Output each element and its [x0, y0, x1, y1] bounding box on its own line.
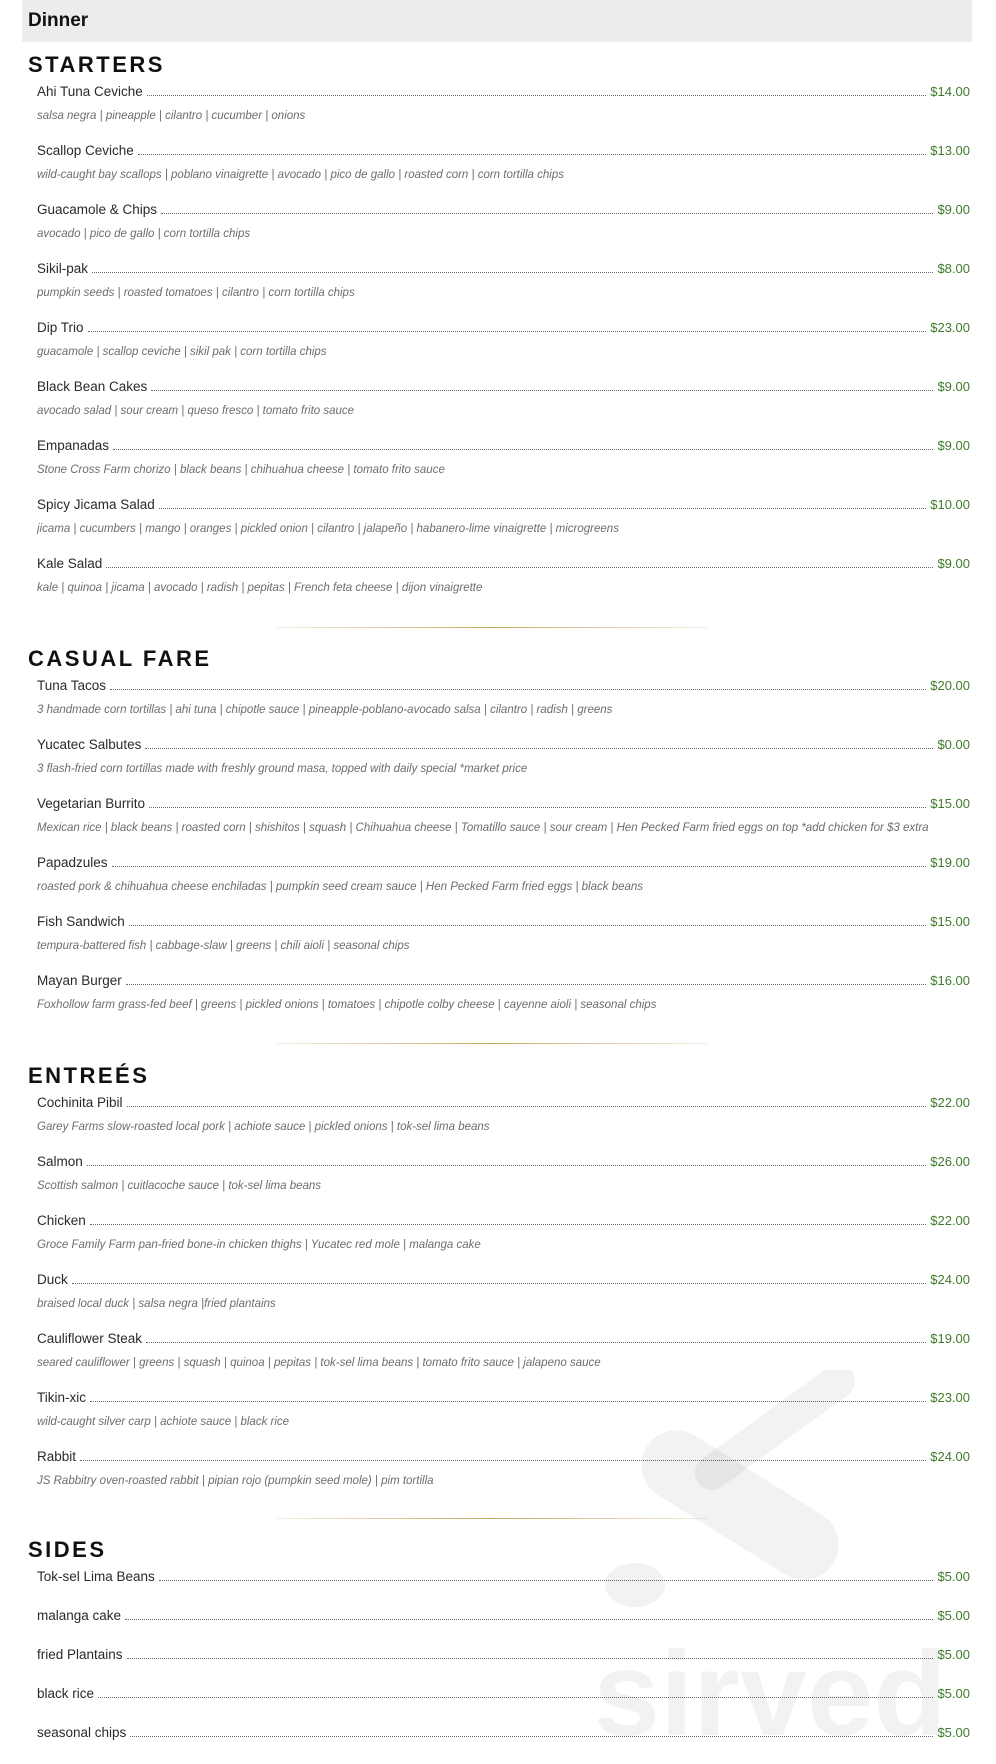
item-price: $9.00 [937, 379, 970, 394]
menu-item [37, 261, 970, 320]
item-description: avocado salad | sour cream | queso fresco | tomato frito sauce [37, 405, 355, 417]
item-price: $5.00 [937, 1569, 970, 1584]
item-name: Chicken [37, 1213, 86, 1228]
menu-item [37, 1608, 970, 1647]
section-title: CASUAL FARE [28, 646, 212, 671]
menu-item [37, 497, 970, 556]
item-description: Scottish salmon | cuitlacoche sauce | tok-sel lima beans [37, 1180, 322, 1192]
item-price: $5.00 [937, 1686, 970, 1701]
menu-item [37, 855, 970, 914]
item-price: $19.00 [930, 855, 970, 870]
item-price: $5.00 [937, 1608, 970, 1623]
menu-item [37, 1390, 970, 1449]
item-name: seasonal chips [37, 1725, 127, 1740]
item-description: 3 handmade corn tortillas | ahi tuna | chipotle sauce | pineapple-poblano-avocado salsa | cilantro | radish | greens [37, 704, 613, 716]
menu-item [37, 1095, 970, 1154]
menu-item [37, 84, 970, 143]
item-name: Vegetarian Burrito [37, 796, 146, 811]
item-description: 3 flash-fried corn tortillas made with freshly ground masa, topped with daily special *market price [37, 763, 528, 775]
item-price: $15.00 [930, 796, 970, 811]
item-description: Foxhollow farm grass-fed beef | greens | pickled onions | tomatoes | chipotle colby cheese | cayenne aioli | seasonal chips [37, 999, 657, 1011]
item-price: $24.00 [930, 1449, 970, 1464]
section-title: ENTREÉS [28, 1063, 150, 1088]
menu-item [37, 1725, 970, 1764]
item-price: $5.00 [937, 1725, 970, 1740]
item-description: guacamole | scallop ceviche | sikil pak | corn tortilla chips [37, 346, 327, 358]
item-description: roasted pork & chihuahua cheese enchiladas | pumpkin seed cream sauce | Hen Pecked Farm fried eggs | black beans [37, 881, 644, 893]
menu-item [37, 1213, 970, 1272]
item-name: Mayan Burger [37, 973, 122, 988]
section-sides [28, 1537, 970, 1764]
item-name: Duck [37, 1272, 68, 1287]
menu-item [37, 1331, 970, 1390]
item-description: Mexican rice | black beans | roasted corn | shishitos | squash | Chihuahua cheese | Tomatillo sauce | sour cream | Hen Pecked Farm fried eggs on top *add chicken for $3 extra [37, 822, 929, 834]
menu-item [37, 973, 970, 1032]
item-price: $13.00 [930, 143, 970, 158]
item-description: wild-caught silver carp | achiote sauce | black rice [37, 1416, 290, 1428]
section-divider [276, 627, 708, 628]
item-description: JS Rabbitry oven-roasted rabbit | pipian rojo (pumpkin seed mole) | pim tortilla [37, 1475, 434, 1487]
section-divider [276, 1518, 708, 1519]
item-price: $24.00 [930, 1272, 970, 1287]
item-name: Empanadas [37, 438, 110, 453]
menu-item [37, 1569, 970, 1608]
item-name: Tok-sel Lima Beans [37, 1569, 155, 1584]
item-name: Cochinita Pibil [37, 1095, 123, 1110]
item-price: $22.00 [930, 1213, 970, 1228]
item-name: Scallop Ceviche [37, 143, 134, 158]
item-description: Garey Farms slow-roasted local pork | achiote sauce | pickled onions | tok-sel lima beans [37, 1121, 490, 1133]
menu-item [37, 737, 970, 796]
item-description: braised local duck | salsa negra |fried plantains [37, 1298, 276, 1310]
item-description: tempura-battered fish | cabbage-slaw | greens | chili aioli | seasonal chips [37, 940, 410, 952]
section-title: SIDES [28, 1537, 107, 1562]
item-name: Fish Sandwich [37, 914, 125, 929]
item-description: wild-caught bay scallops | poblano vinaigrette | avocado | pico de gallo | roasted corn | corn tortilla chips [37, 169, 564, 181]
item-description: avocado | pico de gallo | corn tortilla chips [37, 228, 251, 240]
item-name: Kale Salad [37, 556, 103, 571]
menu-item [37, 143, 970, 202]
item-name: Sikil-pak [37, 261, 89, 276]
watermark-text: sirved [593, 1627, 947, 1750]
item-price: $14.00 [930, 84, 970, 99]
item-price: $23.00 [930, 1390, 970, 1405]
section-casual-fare [28, 646, 970, 1032]
item-name: Yucatec Salbutes [37, 737, 142, 752]
item-price: $9.00 [937, 556, 970, 571]
item-price: $23.00 [930, 320, 970, 335]
item-name: Tuna Tacos [37, 678, 107, 693]
item-name: Papadzules [37, 855, 108, 870]
item-price: $19.00 [930, 1331, 970, 1346]
menu-item [37, 1449, 970, 1508]
item-price: $26.00 [930, 1154, 970, 1169]
item-price: $9.00 [937, 438, 970, 453]
menu-item [37, 202, 970, 261]
item-name: Black Bean Cakes [37, 379, 148, 394]
menu-item [37, 438, 970, 497]
menu-item [37, 556, 970, 615]
item-price: $5.00 [937, 1647, 970, 1662]
item-price: $0.00 [937, 737, 970, 752]
menu-item [37, 1647, 970, 1686]
menu-item [37, 1154, 970, 1213]
item-price: $16.00 [930, 973, 970, 988]
item-description: jicama | cucumbers | mango | oranges | pickled onion | cilantro | jalapeño | habanero-lime vinaigrette | microgreens [37, 523, 619, 535]
section-title: STARTERS [28, 52, 165, 77]
item-name: fried Plantains [37, 1647, 123, 1662]
menu-item [37, 320, 970, 379]
item-description: pumpkin seeds | roasted tomatoes | cilantro | corn tortilla chips [37, 287, 355, 299]
menu-title: Dinner [28, 10, 89, 31]
item-description: salsa negra | pineapple | cilantro | cucumber | onions [37, 110, 306, 122]
menu-item [37, 914, 970, 973]
menu-item [37, 379, 970, 438]
item-name: Ahi Tuna Ceviche [37, 84, 143, 99]
item-price: $9.00 [937, 202, 970, 217]
item-name: Dip Trio [37, 320, 84, 335]
item-name: Rabbit [37, 1449, 77, 1464]
item-description: Stone Cross Farm chorizo | black beans | chihuahua cheese | tomato frito sauce [37, 464, 445, 476]
item-price: $20.00 [930, 678, 970, 693]
section-divider [276, 1043, 708, 1044]
item-name: malanga cake [37, 1608, 122, 1623]
item-name: Guacamole & Chips [37, 202, 158, 217]
item-price: $10.00 [930, 497, 970, 512]
item-name: Tikin-xic [37, 1390, 86, 1405]
menu-item [37, 796, 970, 855]
item-price: $15.00 [930, 914, 970, 929]
item-price: $8.00 [937, 261, 970, 276]
item-description: Groce Family Farm pan-fried bone-in chicken thighs | Yucatec red mole | malanga cake [37, 1239, 481, 1251]
item-price: $22.00 [930, 1095, 970, 1110]
menu-item [37, 1272, 970, 1331]
section-starters [28, 52, 970, 615]
menu-header [22, 0, 972, 42]
menu-item [37, 1686, 970, 1725]
item-description: kale | quinoa | jicama | avocado | radish | pepitas | French feta cheese | dijon vinaigrette [37, 582, 483, 594]
item-name: black rice [37, 1686, 95, 1701]
item-description: seared cauliflower | greens | squash | quinoa | pepitas | tok-sel lima beans | tomato frito sauce | jalapeno sauce [37, 1357, 601, 1369]
item-name: Cauliflower Steak [37, 1331, 143, 1346]
item-name: Spicy Jicama Salad [37, 497, 155, 512]
item-name: Salmon [37, 1154, 83, 1169]
section-entrees [28, 1063, 970, 1508]
menu-item [37, 678, 970, 737]
